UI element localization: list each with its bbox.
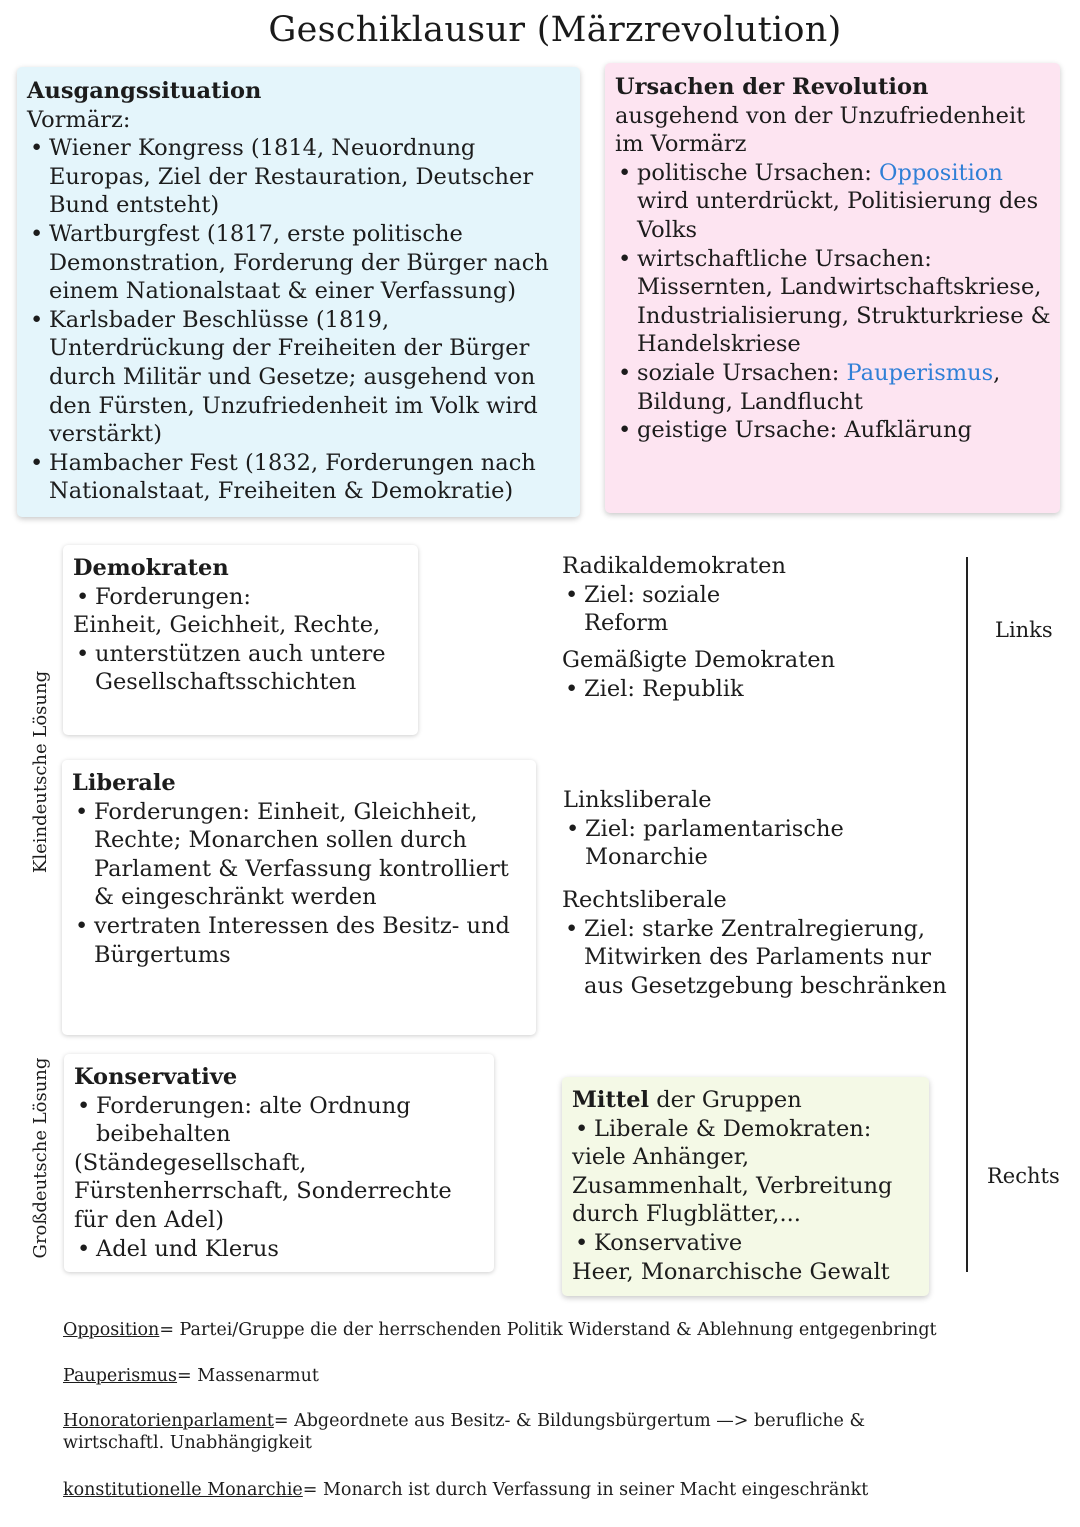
glossar-entry [63, 1479, 1023, 1501]
rechts-label: Rechts [987, 1164, 1060, 1188]
liberale-heading: Liberale [72, 770, 176, 796]
konservative-box [64, 1054, 494, 1272]
ursachen-heading-rest: ausgehend von der Unzufriedenheit im Vormärz [615, 102, 1026, 158]
mittel-line-1: viele Anhänger, Zusammenhalt, Verbreitung durch Flugblätter,... [572, 1144, 893, 1228]
glossar-definition: = Monarch ist durch Verfassung in seiner Macht eingeschränkt [302, 1480, 869, 1500]
list-item: • Ziel: starke Zentralregierung, Mitwirken des Parlaments nur aus Gesetzgebung beschränken [562, 915, 962, 1001]
mittel-list-2 [572, 1229, 923, 1258]
page-title: Geschiklausur (Märzrevolution) [268, 10, 842, 50]
glossar-definition: = Massenarmut [177, 1366, 319, 1386]
pauperismus-link[interactable]: Pauperismus [846, 359, 994, 386]
list-item: • unterstützen auch untere Gesellschaftsschichten [73, 640, 410, 697]
opposition-link[interactable]: Opposition [879, 159, 1003, 186]
mittel-heading-rest: der Gruppen [656, 1087, 802, 1113]
demokraten-box [63, 545, 418, 735]
list-item: • Ziel: soziale Reform [562, 581, 732, 638]
glossar-term: Opposition [63, 1320, 160, 1340]
konservative-line: (Ständegesellschaft, Fürstenherrschaft, Sonderrechte für den Adel) [74, 1149, 452, 1233]
radikaldemokraten-block [562, 552, 862, 638]
radikaldemokraten-list [562, 581, 732, 638]
rechtsliberale-block [562, 886, 962, 1000]
glossar-definition: = Abgeordnete aus Besitz- & Bildungsbürgertum —> berufliche & wirtschaftl. Unabhängigkeit [63, 1411, 866, 1453]
list-item: • Liberale & Demokraten: [572, 1115, 923, 1144]
list-item: • geistige Ursache: Aufklärung [615, 416, 1052, 445]
liberale-list [72, 798, 528, 970]
ursachen-heading-bold: Ursachen der Revolution [615, 74, 929, 100]
ausgangssituation-box [17, 67, 580, 517]
linksliberale-title: Linksliberale [563, 787, 712, 813]
demokraten-heading: Demokraten [73, 555, 229, 581]
list-item: • Forderungen: alte Ordnung beibehalten [74, 1092, 486, 1149]
list-item-text: soziale Ursachen: [637, 359, 840, 386]
list-item-text: politische Ursachen: [637, 159, 872, 186]
gemaessigte-demokraten-title: Gemäßigte Demokraten [562, 647, 836, 673]
ursachen-list [615, 159, 1052, 445]
list-item-text: , Bildung, Landflucht [637, 359, 1001, 415]
mittel-heading [572, 1086, 923, 1115]
list-item: • Wiener Kongress (1814, Neuordnung Europas, Ziel der Restauration, Deutscher Bund entsteht) [27, 134, 570, 220]
list-item: • Adel und Klerus [74, 1235, 486, 1264]
glossar-entry [63, 1410, 923, 1454]
konservative-list-2 [74, 1235, 486, 1264]
list-item [615, 159, 1052, 245]
konservative-list [74, 1092, 486, 1149]
glossar-term: Pauperismus [63, 1366, 178, 1386]
list-item: • Forderungen: Einheit, Gleichheit, Rechte; Monarchen sollen durch Parlament & Verfassung kontrolliert & eingeschränkt werden [72, 798, 528, 912]
list-item: • Ziel: parlamentarische Monarchie [563, 815, 883, 872]
list-item: • Hambacher Fest (1832, Forderungen nach Nationalstaat, Freiheiten & Demokratie) [27, 449, 570, 506]
gemaessigte-demokraten-list [562, 675, 892, 704]
list-item: • Konservative [572, 1229, 923, 1258]
grossdeutsche-loesung-label: Großdeutsche Lösung [30, 1057, 51, 1259]
list-item: • Wartburgfest (1817, erste politische Demonstration, Forderung der Bürger nach einem Nationalstaat & einer Verfassung) [27, 220, 570, 306]
links-label: Links [995, 618, 1053, 642]
radikaldemokraten-title: Radikaldemokraten [562, 553, 786, 579]
glossar-entry [63, 1365, 1023, 1387]
mittel-box [562, 1077, 929, 1296]
konservative-heading: Konservative [74, 1064, 238, 1090]
demokraten-list-2 [73, 640, 410, 697]
glossar-term: konstitutionelle Monarchie [63, 1480, 303, 1500]
gemaessigte-demokraten-block [562, 646, 892, 703]
glossar-term: Honoratorienparlament [63, 1411, 274, 1431]
mittel-heading-bold: Mittel [572, 1087, 650, 1113]
list-item: • Forderungen: [73, 583, 410, 612]
list-item [615, 359, 1052, 416]
ausgangssituation-heading: Ausgangssituation [27, 78, 262, 104]
links-rechts-axis [966, 557, 968, 1272]
kleindeutsche-loesung-label: Kleindeutsche Lösung [30, 670, 51, 874]
mittel-line-2: Heer, Monarchische Gewalt [572, 1258, 890, 1285]
liberale-box [62, 760, 536, 1035]
rechtsliberale-list [562, 915, 962, 1001]
list-item: • Ziel: Republik [562, 675, 892, 704]
list-item: • vertraten Interessen des Besitz- und Bürgertums [72, 912, 528, 969]
list-item-text: wird unterdrückt, Politisierung des Volks [637, 188, 1039, 243]
demokraten-list [73, 583, 410, 612]
demokraten-line: Einheit, Geichheit, Rechte, [73, 612, 381, 639]
ursachen-heading [615, 73, 1052, 159]
linksliberale-list [563, 815, 883, 872]
glossar-entry [63, 1319, 1023, 1341]
rechtsliberale-title: Rechtsliberale [562, 887, 727, 913]
ursachen-box [605, 63, 1060, 513]
list-item: • wirtschaftliche Ursachen: Missernten, Landwirtschaftskriese, Industrialisierung, Strukturkriese & Handelskriese [615, 245, 1052, 359]
vormaerz-label: Vormärz: [27, 106, 131, 133]
mittel-list [572, 1115, 923, 1144]
glossar-definition: = Partei/Gruppe die der herrschenden Politik Widerstand & Ablehnung entgegenbringt [159, 1320, 937, 1340]
list-item: • Karlsbader Beschlüsse (1819, Unterdrückung der Freiheiten der Bürger durch Militär und Gesetze; ausgehend von den Fürsten, Unzufriedenheit im Volk wird verstärkt) [27, 306, 570, 449]
linksliberale-block [563, 786, 883, 872]
ausgangssituation-list [27, 134, 570, 506]
